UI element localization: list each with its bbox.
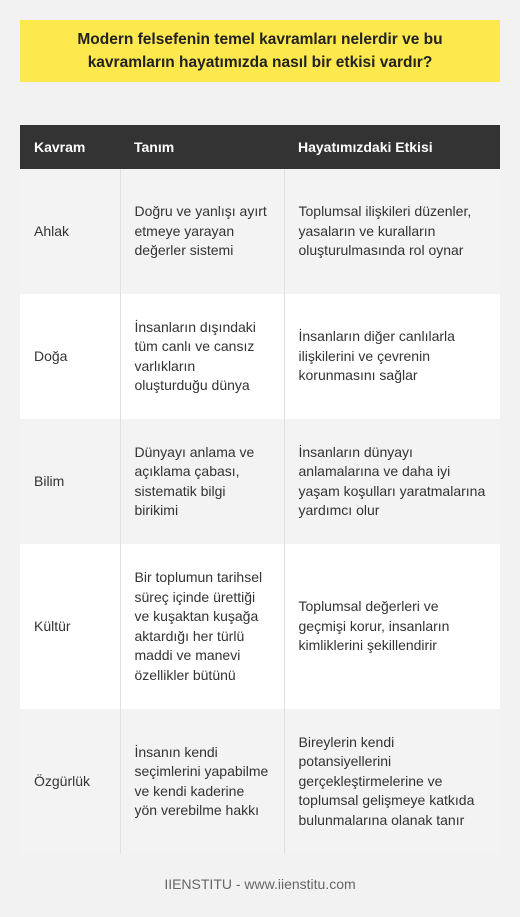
cell-tanim: Dünyayı anlama ve açıklama çabası, sistematik bilgi birikimi [120, 419, 284, 544]
table-header-row [20, 125, 500, 169]
cell-tanim: Doğru ve yanlışı ayırt etmeye yarayan değerler sistemi [120, 169, 284, 294]
cell-kavram: Ahlak [20, 169, 120, 294]
header-etki: Hayatımızdaki Etkisi [284, 125, 500, 169]
cell-tanim: İnsanın kendi seçimlerini yapabilme ve kendi kaderine yön verebilme hakkı [120, 709, 284, 854]
cell-etki: İnsanların dünyayı anlamalarına ve daha iyi yaşam koşulları yaratmalarına yardımcı olur [284, 419, 500, 544]
concepts-table [20, 125, 500, 854]
table-row [20, 294, 500, 419]
cell-etki: Toplumsal ilişkileri düzenler, yasaların ve kuralların oluşturulmasında rol oynar [284, 169, 500, 294]
cell-tanim: İnsanların dışındaki tüm canlı ve cansız varlıkların oluşturduğu dünya [120, 294, 284, 419]
cell-kavram: Özgürlük [20, 709, 120, 854]
cell-kavram: Kültür [20, 544, 120, 709]
page-title: Modern felsefenin temel kavramları nelerdir ve bu kavramların hayatımızda nasıl bir etkisi vardır? [77, 31, 443, 71]
footer-credit: IIENSTITU - www.iienstitu.com [164, 876, 356, 892]
cell-kavram: Doğa [20, 294, 120, 419]
cell-etki: İnsanların diğer canlılarla ilişkilerini ve çevrenin korunmasını sağlar [284, 294, 500, 419]
cell-tanim: Bir toplumun tarihsel süreç içinde ürettiği ve kuşaktan kuşağa aktardığı her türlü maddi ve manevi özellikler bütünü [120, 544, 284, 709]
cell-kavram: Bilim [20, 419, 120, 544]
table-row [20, 169, 500, 294]
header-tanim: Tanım [120, 125, 284, 169]
table-row [20, 709, 500, 854]
cell-etki: Bireylerin kendi potansiyellerini gerçekleştirmelerine ve toplumsal gelişmeye katkıda bulunmalarına olanak tanır [284, 709, 500, 854]
title-banner [20, 20, 500, 82]
table-row [20, 419, 500, 544]
table-row [20, 544, 500, 709]
cell-etki: Toplumsal değerleri ve geçmişi korur, insanların kimliklerini şekillendirir [284, 544, 500, 709]
header-kavram: Kavram [20, 125, 120, 169]
